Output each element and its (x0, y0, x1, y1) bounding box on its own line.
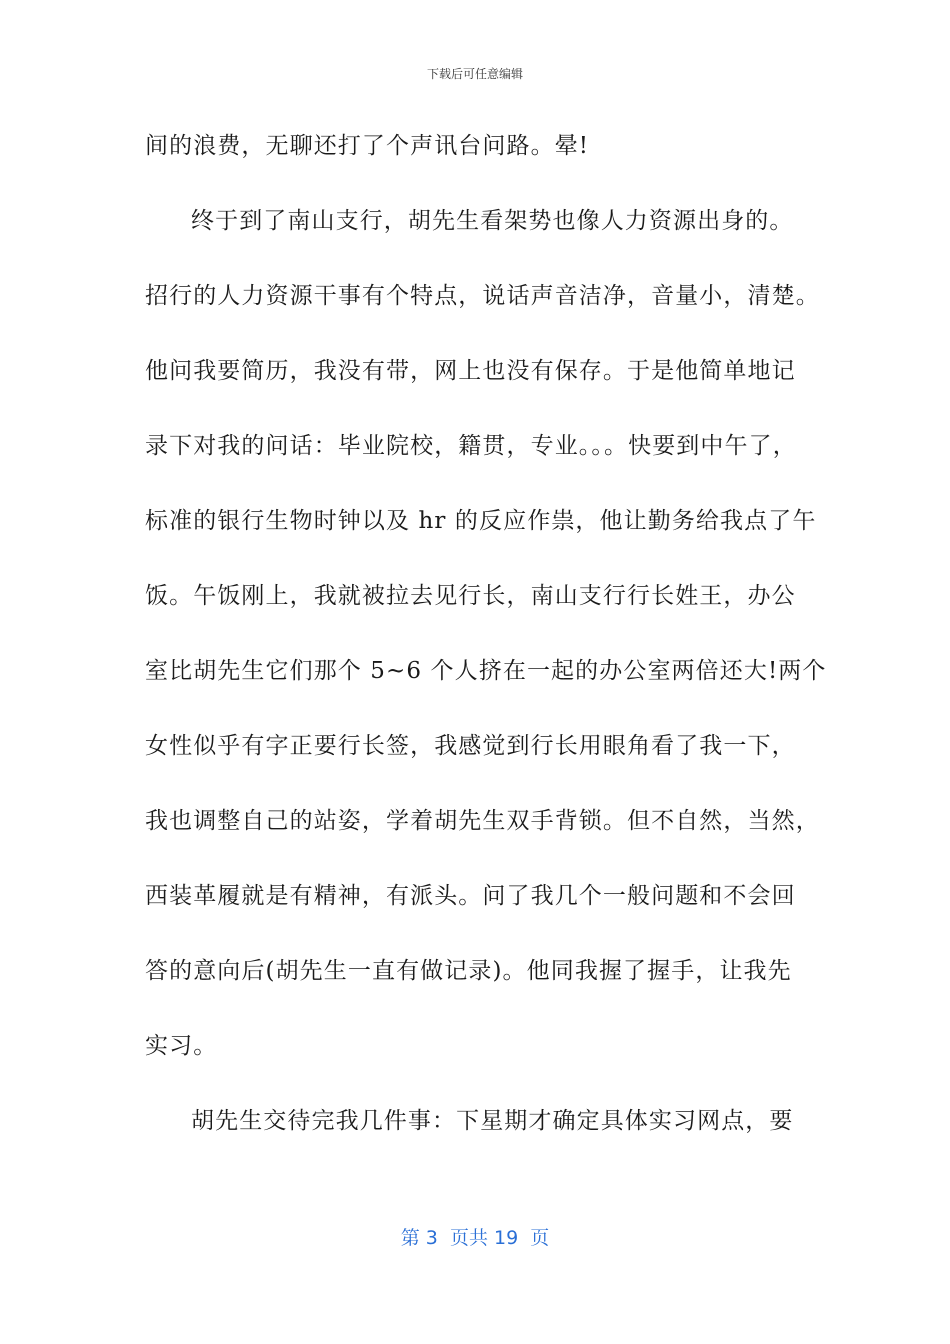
text-line: 答的意向后(胡先生一直有做记录)。他同我握了握手，让我先 (145, 958, 792, 984)
text-line: 录下对我的问话：毕业院校，籍贯，专业。。。快要到中午了， (145, 433, 797, 459)
text-line: 招行的人力资源干事有个特点，说话声音洁净，音量小，清楚。 (145, 283, 820, 309)
text-line: 西装革履就是有精神，有派头。问了我几个一般问题和不会回 (145, 883, 796, 909)
text-line: 我也调整自己的站姿，学着胡先生双手背锁。但不自然，当然， (145, 808, 820, 834)
document-body (145, 126, 827, 1176)
text-line: 间的浪费，无聊还打了个声讯台问路。晕! (145, 133, 590, 159)
paragraph-first-line: 胡先生交待完我几件事：下星期才确定具体实习网点，要 (191, 1108, 794, 1134)
text-line: 他问我要简历，我没有带，网上也没有保存。于是他简单地记 (145, 358, 796, 384)
text-line: 室比胡先生它们那个 5~6 个人挤在一起的办公室两倍还大!两个 (145, 658, 827, 684)
text-line: 标准的银行生物时钟以及 hr 的反应作祟，他让勤务给我点了午 (145, 508, 817, 534)
text-line: 实习。 (145, 1033, 218, 1059)
text-line: 饭。午饭刚上，我就被拉去见行长，南山支行行长姓王，办公 (145, 583, 796, 609)
text-line: 女性似乎有字正要行长签，我感觉到行长用眼角看了我一下， (145, 733, 796, 759)
page-number: 第 3 页共 19 页 (400, 1227, 550, 1249)
paragraph-first-line: 终于到了南山支行，胡先生看架势也像人力资源出身的。 (191, 208, 794, 234)
page-header-note: 下载后可任意编辑 (426, 67, 523, 81)
